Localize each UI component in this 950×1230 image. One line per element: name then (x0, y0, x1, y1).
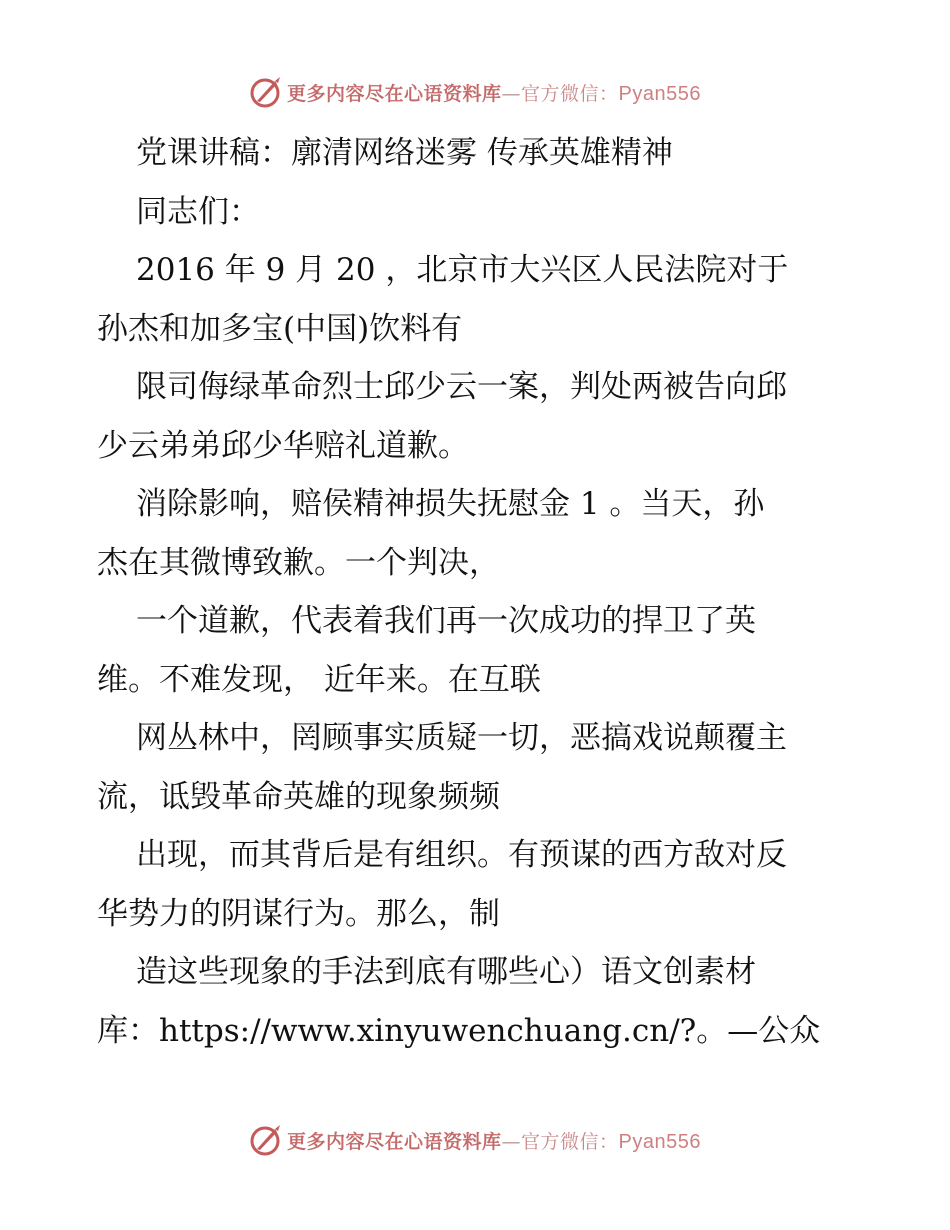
watermark-wechat-id: Pyan556 (618, 1130, 701, 1153)
text-line: 一个道歉，代表着我们再一次成功的捍卫了英 (136, 603, 756, 639)
text-line: 杰在其微博致歉。一个判决， (97, 544, 500, 581)
watermark-text (287, 79, 701, 106)
text-line: 网丛林中，罔顾事实质疑一切，恶搞戏说颠覆主 (136, 720, 787, 756)
text-line: 造这些现象的手法到底有哪些心）语文创素材 (136, 954, 756, 990)
footer-watermark (0, 1120, 950, 1160)
text-line: 维。不难发现， 近年来。在互联 (97, 661, 541, 698)
watermark-wechat-label: 官方微信： (521, 82, 619, 105)
quill-logo-icon (249, 1123, 283, 1157)
salutation: 同志们： (136, 193, 260, 230)
text-line: 2016 年 9 月 20 ，北京市大兴区人民法院对于 (136, 252, 789, 288)
quill-logo-icon (249, 75, 283, 109)
watermark-wechat-label: 官方微信： (521, 1130, 619, 1153)
watermark-brand: 更多内容尽在心语资料库 (287, 1130, 502, 1153)
watermark-brand: 更多内容尽在心语资料库 (287, 82, 502, 105)
document-body (97, 124, 867, 1060)
watermark-wechat-id: Pyan556 (618, 82, 701, 105)
text-line: 限司侮绿革命烈士邱少云一案，判处两被告向邱 (136, 369, 787, 405)
text-line: 出现，而其背后是有组织。有预谋的西方敌对反 (136, 837, 787, 873)
text-line: 华势力的阴谋行为。那么，制 (97, 895, 500, 932)
watermark-separator: — (501, 1130, 522, 1153)
text-line: 消除影响，赔侯精神损失抚慰金 1 。当天，孙 (136, 486, 765, 522)
text-line: 少云弟弟邱少华赔礼道歉。 (97, 427, 469, 464)
text-line-with-url: 库：https://www.xinyuwenchuang.cn/?。—公众 (97, 1012, 821, 1049)
header-watermark (0, 72, 950, 112)
text-line: 孙杰和加多宝(中国)饮料有 (97, 310, 463, 347)
watermark-text (287, 1127, 701, 1154)
text-line: 流，诋毁革命英雄的现象频频 (97, 778, 500, 815)
watermark-separator: — (501, 82, 522, 105)
document-title: 党课讲稿：廓清网络迷雾 传承英雄精神 (136, 135, 673, 171)
